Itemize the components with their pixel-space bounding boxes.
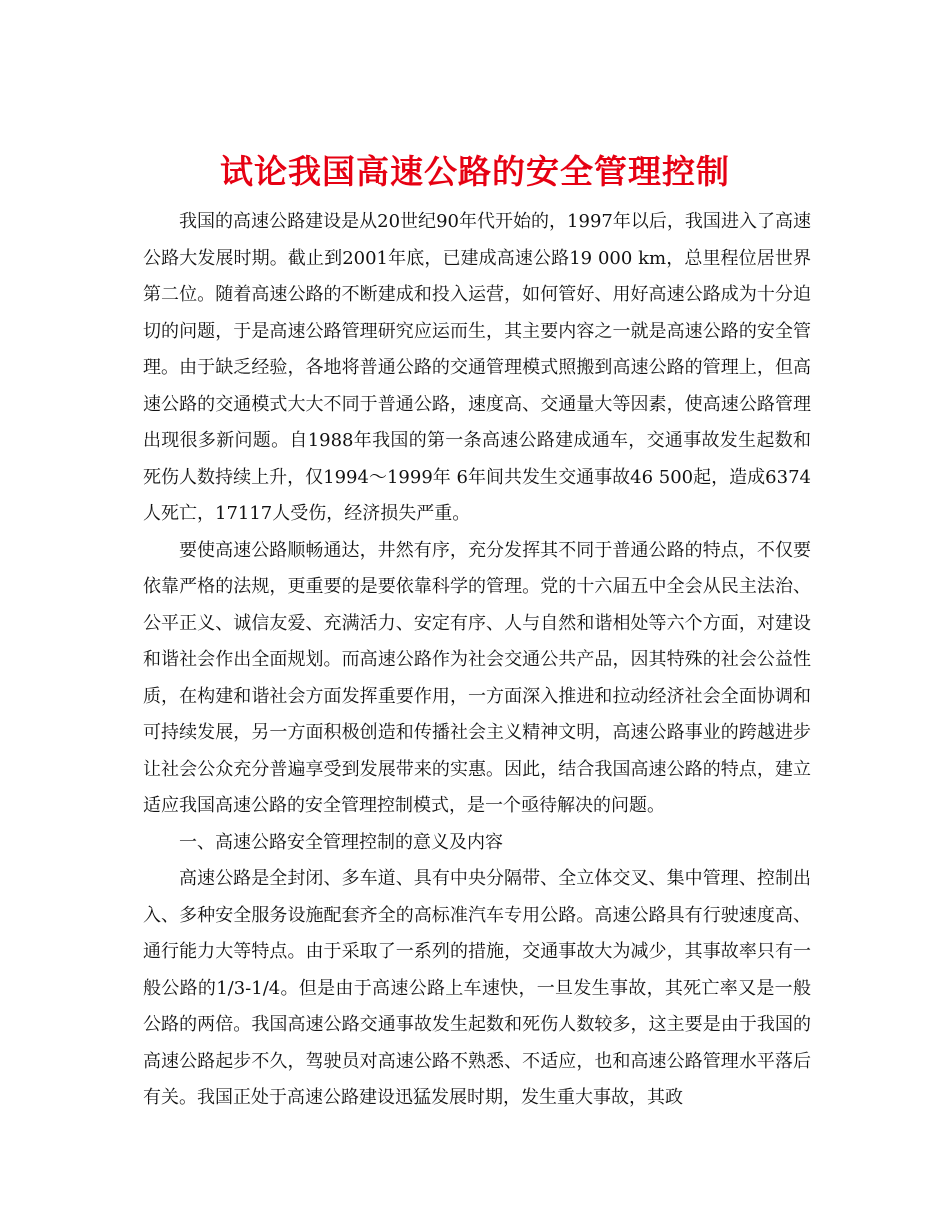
paragraph-management: 要使高速公路顺畅通达，井然有序，充分发挥其不同于普通公路的特点，不仅要依靠严格的法规，更重要的是要依靠科学的管理。党的十六届五中全会从民主法治、公平正义、诚信友爱、充满活力、安定有序、人与自然和谐相处等六个方面，对建设和谐社会作出全面规划。而高速公路作为社会交通公共产品，因其特殊的社会公益性质，在构建和谐社会方面发挥重要作用，一方面深入推进和拉动经济社会全面协调和可持续发展，另一方面积极创造和传播社会主义精神文明，高速公路事业的跨越进步让社会公众充分普遍享受到发展带来的实惠。因此，结合我国高速公路的特点，建立适应我国高速公路的安全管理控制模式，是一个亟待解决的问题。	[143, 539, 811, 816]
document-body	[143, 204, 811, 1117]
page-title: 试论我国高速公路的安全管理控制	[220, 152, 730, 192]
paragraph-intro: 我国的高速公路建设是从20世纪90年代开始的，1997年以后，我国进入了高速公路大发展时期。截止到2001年底，已建成高速公路19 000 km，总里程位居世界第二位。随着高速公路的不断建成和投入运营，如何管好、用好高速公路成为十分迫切的问题，于是高速公路管理研究应运而生，其主要内容之一就是高速公路的安全管理。由于缺乏经验，各地将普通公路的交通管理模式照搬到高速公路的管理上，但高速公路的交通模式大大不同于普通公路，速度高、交通量大等因素，使高速公路管理出现很多新问题。自1988年我国的第一条高速公路建成通车，交通事故发生起数和死伤人数持续上升，仅1994～1999年 6年间共发生交通事故46 500起，造成6374人死亡，17117人受伤，经济损失严重。	[143, 211, 811, 524]
paragraph-section-one: 高速公路是全封闭、多车道、具有中央分隔带、全立体交叉、集中管理、控制出入、多种安全服务设施配套齐全的高标准汽车专用公路。高速公路具有行驶速度高、通行能力大等特点。由于采取了一系列的措施，交通事故大为减少，其事故率只有一般公路的1/3-1/4。但是由于高速公路上车速快，一旦发生事故，其死亡率又是一般公路的两倍。我国高速公路交通事故发生起数和死伤人数较多，这主要是由于我国的高速公路起步不久，驾驶员对高速公路不熟悉、不适应，也和高速公路管理水平落后有关。我国正处于高速公路建设迅猛发展时期，发生重大事故，其政	[143, 868, 811, 1108]
section-heading: 一、高速公路安全管理控制的意义及内容	[179, 831, 503, 853]
